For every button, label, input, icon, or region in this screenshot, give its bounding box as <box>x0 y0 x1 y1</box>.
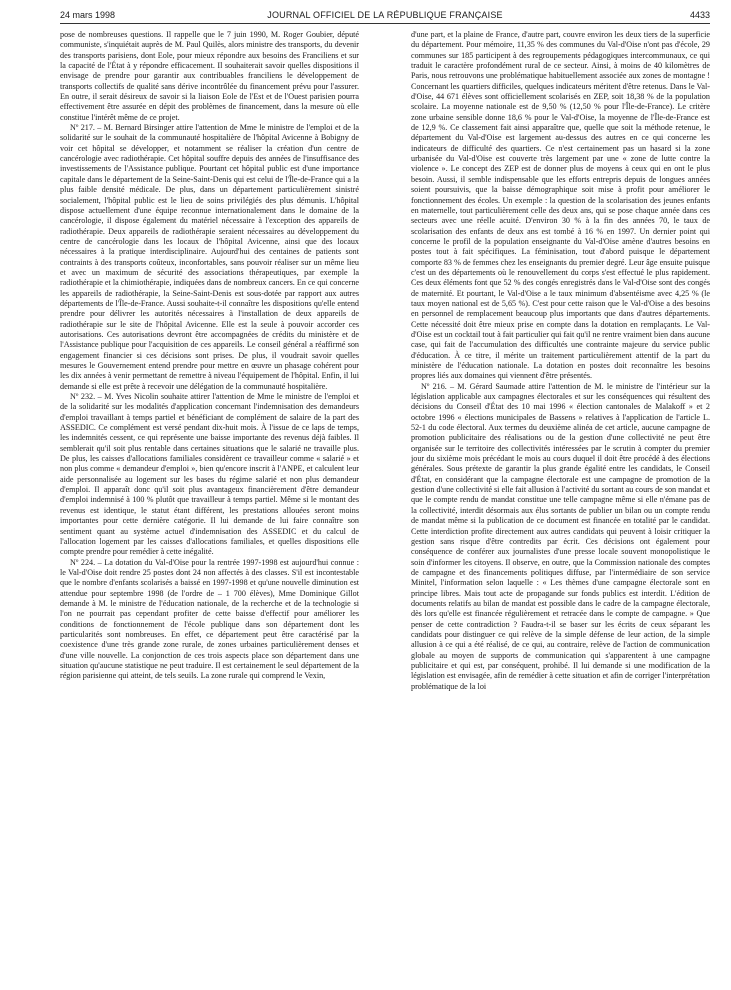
paragraph: Nº 224. – La dotation du Val-d'Oise pour la rentrée 1997-1998 est aujourd'hui connue : le Val-d'Oise doit rendre 25 postes dont 24 non affectés à des classes. S'il est incontestable que le nombre d'enfants scolarisés a baissé en 1997-1998 et qu'une nouvelle diminution est attendue pour septembre 1998 (de l'ordre de – 1 700 élèves), Mme Dominique Gillot demande à M. le ministre de l'éducation nationale, de la recherche et de la technologie si l'on ne pourrait pas cependant profiter de cette baisse d'effectif pour améliorer les conditions de fonctionnement de l'école publique dans son département dont les particularités sont nombreuses. En effet, ce département peut être caractérisé par la coexistence d'une très grande zone rurale, de zones urbaines particulièrement denses et d'une ville nouvelle. La conjonction de ces trois aspects place son département dans une situation qu'aucune statistique ne peut traduire. Il est certainement le seul département de la région parisienne qui atteint, de tels seuils. La zone rurale qui comprend le Vexin, <box>60 557 359 681</box>
header-page-number: 4433 <box>689 10 710 20</box>
text-column-right <box>411 30 710 985</box>
paragraph: d'une part, et la plaine de France, d'autre part, couvre environ les deux tiers de la superficie du département. Pour mémoire, 11,35 % des communes du Val-d'Oise n'ont pas d'école, 29 communes sur 185 participent à des regroupements pédagogiques intercommunaux, ce qui traduit le caractère profondément rural de ce secteur. Ainsi, à moins de 40 kilomètres de Paris, nous retrouvons une problématique habituellement associée aux zones de montagne ! Concernant les quartiers difficiles, quelques indicateurs méritent d'être retenus. Dans le Val-d'Oise, 44 671 élèves sont officiellement scolarisés en ZEP, soit 18,38 % de la population scolaire. La moyenne nationale est de 9,50 % (12,50 % pour l'Île-de-France). Le critère zone urbaine sensible donne 18,6 % pour le Val-d'Oise, la moyenne de l'Île-de-France est de 12,9 %. Ce classement fait ainsi apparaître que, quelle que soit la méthode retenue, le département du Val-d'Oise est largement au-dessus des autres en ce qui concerne les indicateurs de difficulté des quartiers. Ce n'est certainement pas un hasard si la zone urbanisée du Val-d'Oise est couverte très largement par une « zone de lutte contre la violence ». Le concept des ZEP est de donner plus de moyens à ceux qui en ont le plus besoin. Aussi, il semble indispensable que les efforts entrepris depuis de longues années soient poursuivis, que la baisse démographique soit mise à profit pour améliorer le fonctionnement des écoles. Un exemple : la question de la scolarisation des jeunes enfants en maternelle, tout particulièrement celle des deux ans, qui se pose chaque année dans ces secteurs avec une réelle acuité. D'environ 30 % à la fin des années 70, le taux de scolarisation des enfants de deux ans est tombé à 16 % en 1997. Un dernier point qui concerne le profil de la population enseignante du Val-d'Oise amène d'autres besoins en postes tout à fait spécifiques. La féminisation, tout d'abord puisque le département comporte 83 % de femmes chez les enseignants du premier degré. Leur âge ensuite puisque c'est un des départements où le renouvellement du corps s'est effectué le plus rapidement. Ces deux éléments font que 52 % des congés enregistrés dans le Val-d'Oise sont des congés de maternité. Et pourtant, le Val-d'Oise a le taux minimum d'absentéisme avec 4,25 % (le taux moyen national est de 5,65 %). C'est pour cette raison que le Val-d'Oise a des besoins en personnel de remplacement beaucoup plus importants que dans d'autres départements. Cette nécessité doit être mieux prise en compte dans la dotation en remplaçants. Le Val-d'Oise est un cocktail tout à fait particulier qui fait qu'il ne rentre vraiment bien dans aucune case, qui fait de l'accumulation des difficultés une contrainte majeure du service public d'éducation. À ce titre, il mérite un traitement particulièrement attentif de la part du ministère de l'éducation nationale. La dotation en postes doit reconnaître les besoins propres liés aux domaines qui viennent d'être présentés. <box>411 30 710 381</box>
header-rule <box>60 23 710 24</box>
paragraph: pose de nombreuses questions. Il rappelle que le 7 juin 1990, M. Roger Goubier, député communiste, s'inquiétait auprès de M. Paul Quilès, alors ministre des transports, du devenir des transports parisiens, dont Eole, pour mieux répondre aux besoins des Franciliens et sur la capacité de l'État à y répondre efficacement. Il souhaiterait savoir quelles dispositions il envisage de prendre pour garantir aux contribuables franciliens le développement de transports collectifs de qualité sans dérive incontrôlée du financement prévu pour l'assurer. En outre, il serait désireux de savoir si la liaison Eole de l'Est et de l'Ouest parisien pourra effectivement être assurée en dépit des problèmes de financement, dans la mesure où elle constitue l'intérêt même de ce projet. <box>60 30 359 122</box>
paragraph: Nº 217. – M. Bernard Birsinger attire l'attention de Mme le ministre de l'emploi et de la solidarité sur le souhait de la communauté hospitalière de l'hôpital Avicenne à Bobigny de voir cet hôpital se développer, et notamment se réaliser la création d'un centre de cancérologie avec radiothérapie. Cet hôpital souffre depuis des années de l'insuffisance des investissements de l'Assistance publique. Pourtant cet hôpital public est d'une importance capitale dans le département de la Seine-Saint-Denis qui est celui de l'Île-de-France qui a la plus faible densité médicale. De plus, dans un département particulièrement sinistré socialement, l'hôpital public est le lieu de soins privilégiés des plus démunis. L'hôpital dispose actuellement d'une équipe reconnue internationalement dans le domaine de la cancérologie, il dispose également du matériel nécessaire à l'exception des appareils de radiothérapie. Deux appareils de radiothérapie seraient nécessaires au développement du centre de cancérologie dans les locaux de l'hôpital Avicenne, ainsi que des locaux nécessaires à la pratique interdisciplinaire. Aujourd'hui des centaines de patients sont contraints à des transports coûteux, inconfortables, sans pouvoir réaliser sur un même lieu et avec un maximum de sécurité des associations thérapeutiques, par exemple la radiothérapie et la chimiothérapie, indiquées dans de nombreux cancers. En ce qui concerne les appareils de radiothérapie, la Seine-Saint-Denis est sous-dotée par rapport aux autres départements de l'Île-de-France. Aussi souhaite-t-il connaître les dispositions qu'elle entend prendre pour délivrer les autorités nécessaires à l'installation de deux appareils de radiothérapie sur le site de l'hôpital Avicenne. Elle est la seule à pouvoir accorder ces autorisations. Ces autorisations devront être accompagnées de crédits du ministère et de l'Assistance publique pour l'acquisition de ces appareils. Le conseil général a réaffirmé son engagement financier si ces décisions sont prises. De plus, il voudrait savoir quelles mesures le Gouvernement entend prendre pour mettre en œuvre un phasage cohérent pour les dix années à venir permettant de remettre à niveau l'équipement de l'hôpital. Enfin, il lui demande si elle est prête à recevoir une délégation de la communauté hospitalière. <box>60 123 359 391</box>
paragraph: Nº 232. – M. Yves Nicolin souhaite attirer l'attention de Mme le ministre de l'emploi et de la solidarité sur les modalités d'application concernant l'indemnisation des demandeurs d'emploi travaillant à temps partiel et bénéficiant de complément de salaire de la part des ASSEDIC. Ce complément est versé pendant dix-huit mois. À l'issue de ce laps de temps, les indemnités cessent, ce qui représente une baisse importante des revenus déjà faibles. Il semblerait qu'il soit plus rentable dans certaines situations que le salarié ne travaille plus. De plus, les caisses d'allocations familiales considèrent ce travailleur comme « salarié » et non plus comme « demandeur d'emploi », bien qu'encore inscrit à l'ANPE, et calculent leur aide personnalisée au logement sur les bases du régime salarié et non plus demandeur d'emploi. Il apparaît donc qu'il soit plus avantageux financièrement d'être demandeur d'emploi indemnisé à 100 % plutôt que travailleur à temps partiel. Même si le montant des revenus est identique, le statut étant différent, les prestations allouées seront moins importantes pour cette dernière catégorie. Il lui demande de lui faire connaître son sentiment quant au système actuel d'indemnisation des ASSEDIC et du calcul de l'allocation logement par les caisses d'allocations familiales, et quelles dispositions elle compte prendre pour remédier à cette inégalité. <box>60 392 359 557</box>
page-header <box>60 4 710 22</box>
header-date: 24 mars 1998 <box>60 10 116 20</box>
paragraph: Nº 216. – M. Gérard Saumade attire l'attention de M. le ministre de l'intérieur sur la législation applicable aux campagnes électorales et sur les conséquences qui résultent des décisions du Conseil d'État des 10 mai 1996 « élection cantonales de Malakoff » et 2 octobre 1996 « élections municipales de Bassens » relatives à l'application de l'article L. 52-1 du code électoral. Aux termes du deuxième alinéa de cet article, aucune campagne de promotion publicitaire des réalisations ou de la gestion d'une collectivité ne peut être organisée sur le territoire des collectivités intéressées par le scrutin à compter du premier jour du sixième mois précédant le mois au cours duquel il doit être procédé à des élections générales. Sous prétexte de garantir la plus grande égalité entre les candidats, le Conseil d'État, en considérant que la campagne électorale est une campagne de promotion de la gestion d'une collectivité si elle fait allusion à l'activité du sortant au cours de son mandat et que le compte rendu de mandat constitue une telle campagne même si elle n'émane pas de la collectivité, interdit désormais aux élus sortants de publier un bilan ou un compte rendu de mandat même si la publication de ce document est financée en totalité par le candidat. Cette interdiction profite directement aux autres candidats qui peuvent à loisir critiquer la gestion sans risque d'être contredits par écrit. Ces décisions ont également pour conséquence de conférer aux journalistes d'une presse locale souvent monopolistique le soin d'informer les citoyens. Il observe, en outre, que la Commission nationale des comptes de campagne et des financements politiques diffuse, par l'intermédiaire de son service Minitel, l'information selon laquelle : « Les thèmes d'une campagne électorale sont en principe libres. Mais tout acte de propagande sur fonds publics est interdit. L'édition de documents relatifs au bilan de mandat est possible dans le cadre de la campagne électorale, dès lors qu'elle est financée régulièrement et retracée dans le compte de campagne. » Que penser de cette contradiction ? Faudra-t-il se baser sur les écrits de ceux séparant les candidats pour distinguer ce qui relève de la simple défense de leur action, de la simple allusion à ce qui a été réalisé, de ce qui, au contraire, relève de l'action de communication globale au moyen de supports de communication qui s'apparentent à une campagne publicitaire et qui est, par conséquent, prohibé. Il lui demande si une modification de la législation est envisagée, afin de remédier à cette situation et afin de corriger l'interprétation problématique de la loi <box>411 381 710 691</box>
header-title: JOURNAL OFFICIEL DE LA RÉPUBLIQUE FRANÇAISE <box>267 10 503 20</box>
text-column-left <box>60 30 359 985</box>
